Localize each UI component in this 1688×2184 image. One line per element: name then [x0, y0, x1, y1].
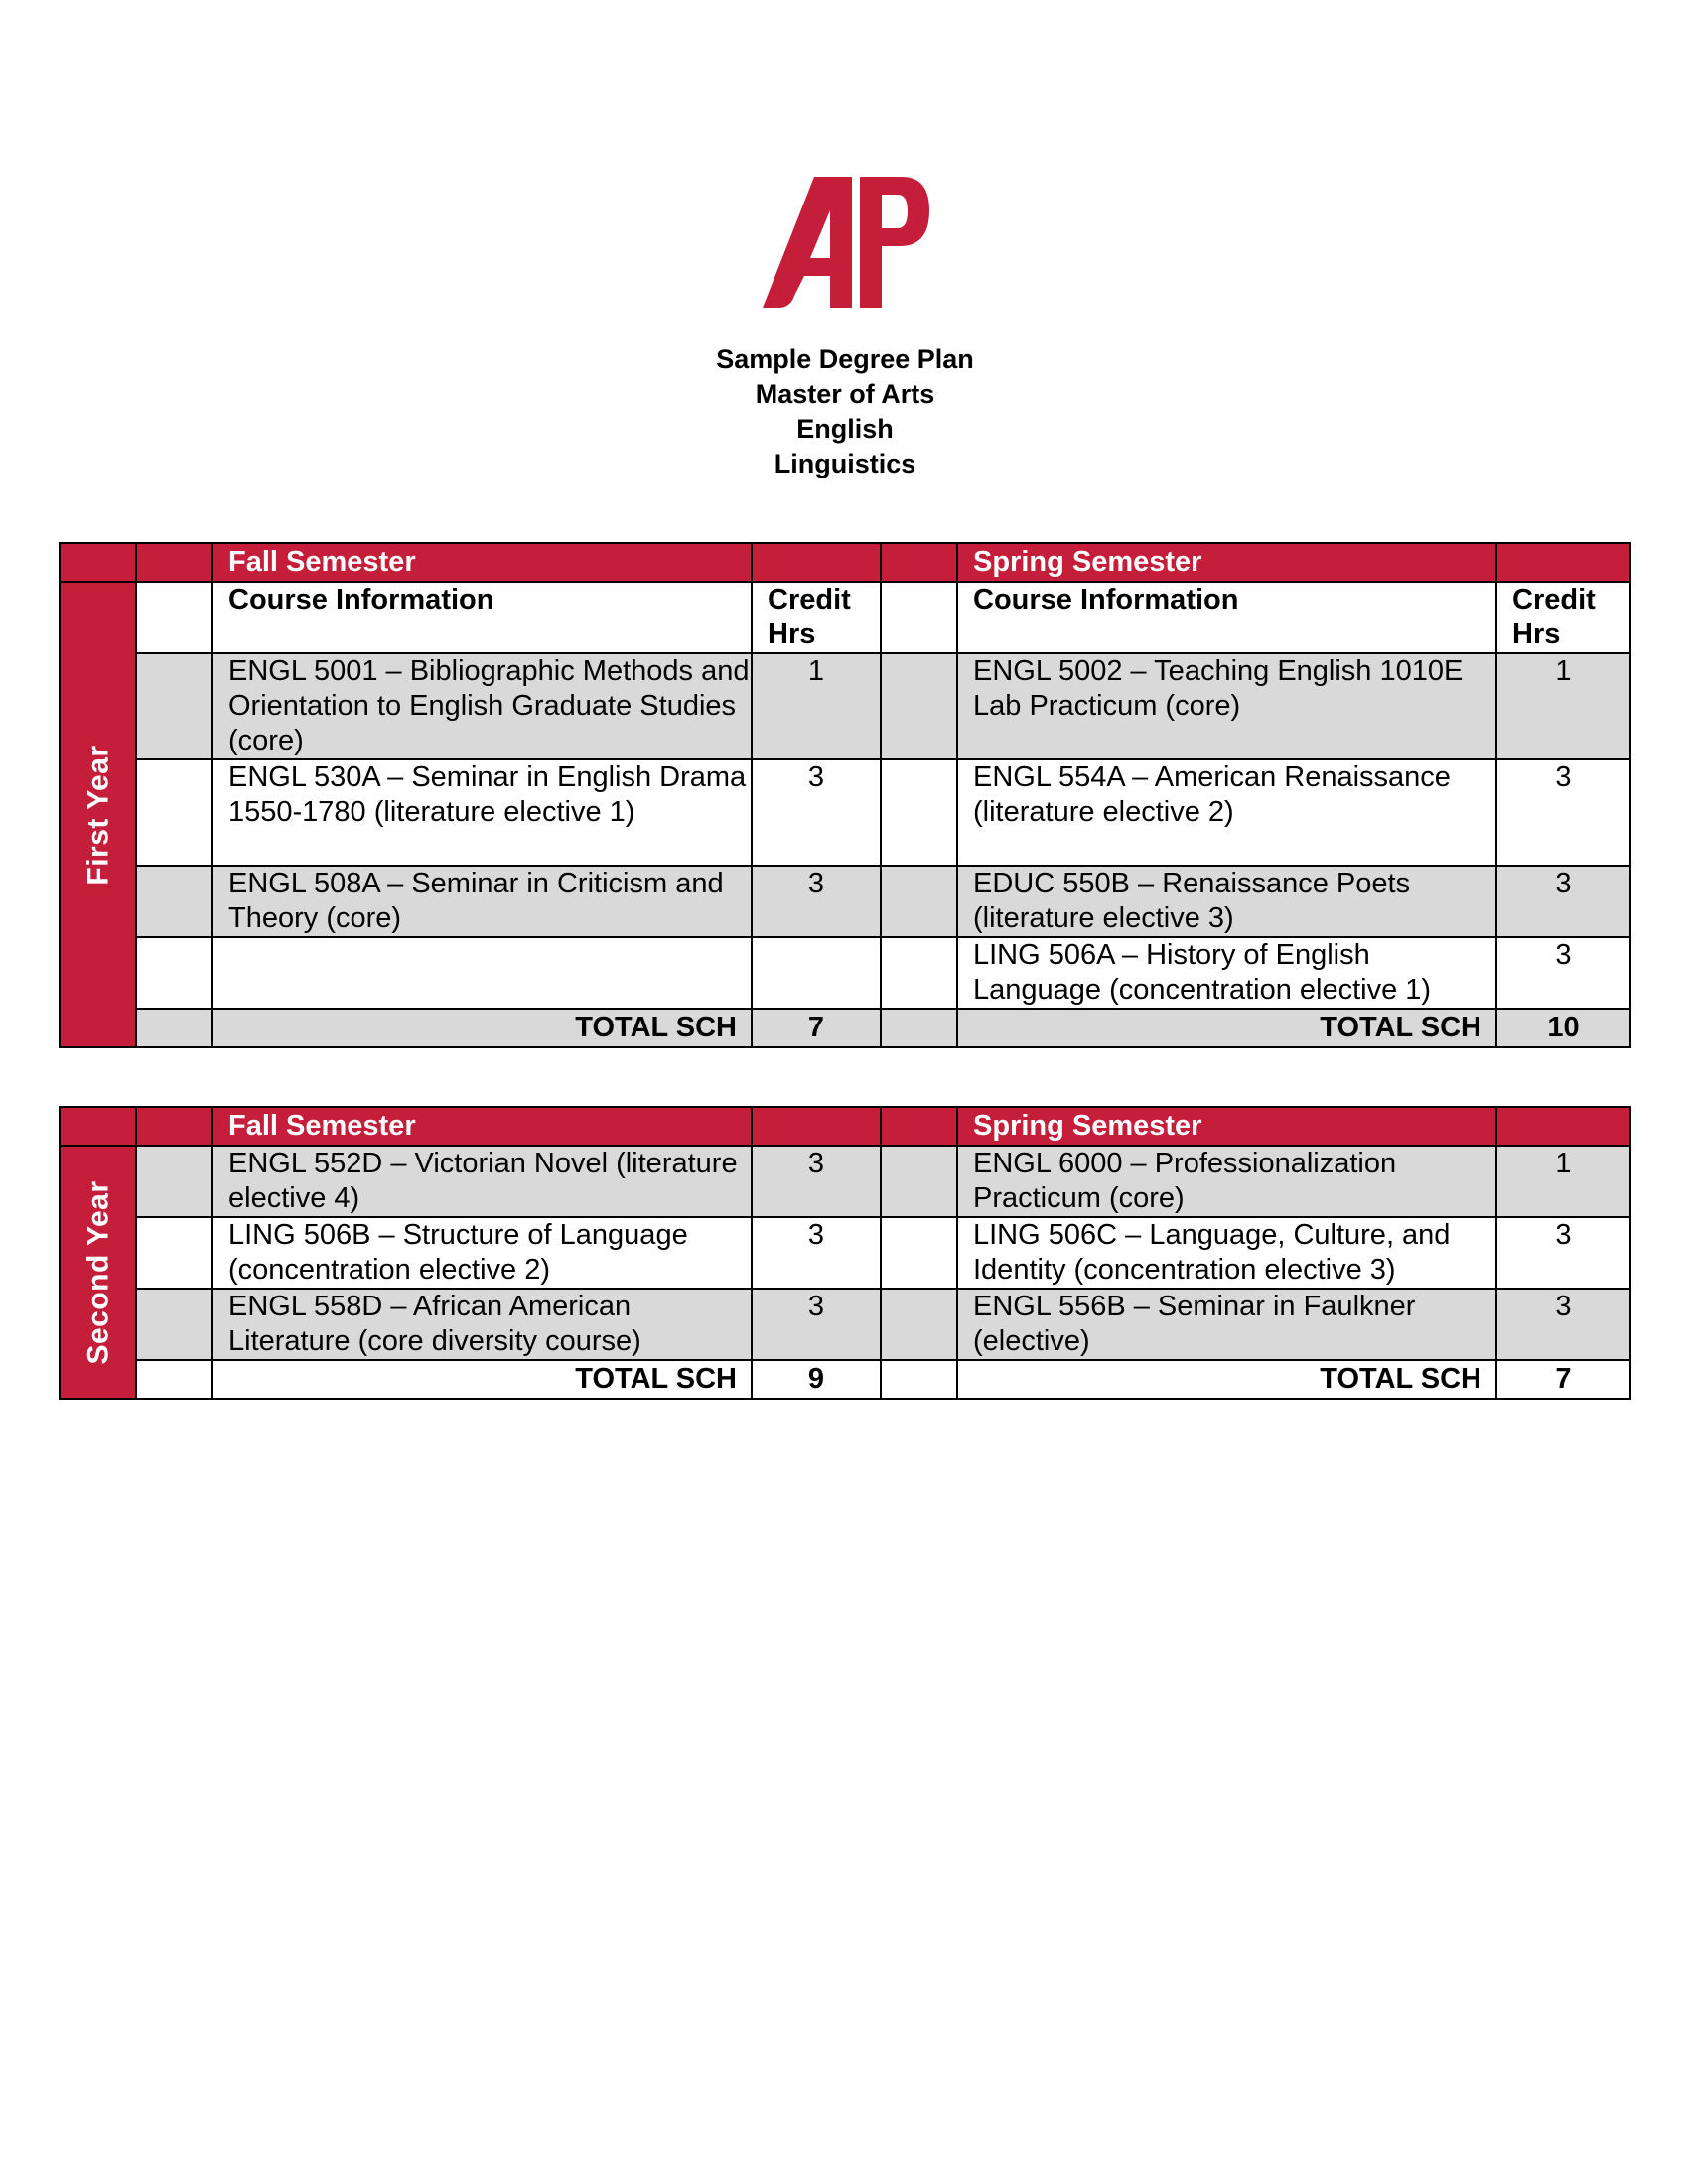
- spring-course: ENGL 556B – Seminar in Faulkner (elective): [957, 1289, 1496, 1360]
- total-row: [60, 1360, 1630, 1399]
- header-blank: [881, 1107, 957, 1146]
- year-label-cell: [60, 582, 136, 1047]
- fall-credit: 3: [752, 1217, 881, 1289]
- spring-course: LING 506C – Language, Culture, and Identity (concentration elective 3): [957, 1217, 1496, 1289]
- blank-cell: [136, 1217, 212, 1289]
- header-blank: [1496, 1107, 1630, 1146]
- fall-credit: 3: [752, 759, 881, 866]
- table-row: [60, 759, 1630, 866]
- fall-course: [212, 937, 752, 1009]
- blank-cell: [881, 582, 957, 653]
- header-blank: [136, 543, 212, 582]
- column-header-row: [60, 582, 1630, 653]
- fall-credit: 1: [752, 653, 881, 759]
- blank-cell: [881, 937, 957, 1009]
- table-row: [60, 1289, 1630, 1360]
- blank-cell: [136, 866, 212, 937]
- spring-credit: 3: [1496, 759, 1630, 866]
- spring-total-value: 10: [1496, 1009, 1630, 1047]
- spring-credit: 3: [1496, 1289, 1630, 1360]
- spring-semester-header: Spring Semester: [957, 543, 1496, 582]
- blank-cell: [136, 1360, 212, 1399]
- second-year-table: [59, 1106, 1631, 1400]
- blank-cell: [881, 866, 957, 937]
- fall-course: ENGL 508A – Seminar in Criticism and Theory (core): [212, 866, 752, 937]
- blank-cell: [136, 1009, 212, 1047]
- blank-cell: [136, 1289, 212, 1360]
- blank-cell: [881, 1360, 957, 1399]
- spring-credit: 3: [1496, 937, 1630, 1009]
- fall-semester-header: Fall Semester: [212, 1107, 752, 1146]
- fall-course: ENGL 5001 – Bibliographic Methods and Orientation to English Graduate Studies (core): [212, 653, 752, 759]
- year-label: Second Year: [81, 1179, 114, 1365]
- table-row: [60, 653, 1630, 759]
- fall-semester-header: Fall Semester: [212, 543, 752, 582]
- header-blank: [60, 543, 136, 582]
- header-blank: [60, 1107, 136, 1146]
- header-blank: [881, 543, 957, 582]
- heading-title: Sample Degree Plan: [716, 344, 974, 374]
- heading-concentration: Linguistics: [774, 449, 916, 478]
- fall-course: ENGL 552D – Victorian Novel (literature elective 4): [212, 1146, 752, 1217]
- blank-cell: [881, 1009, 957, 1047]
- spring-course: ENGL 6000 – Professionalization Practicum (core): [957, 1146, 1496, 1217]
- spring-course: ENGL 554A – American Renaissance (literature elective 2): [957, 759, 1496, 866]
- blank-cell: [136, 1146, 212, 1217]
- document-heading: [0, 342, 1688, 481]
- fall-total-value: 7: [752, 1009, 881, 1047]
- fall-total-value: 9: [752, 1360, 881, 1399]
- spring-total-label: TOTAL SCH: [957, 1360, 1496, 1399]
- spring-course: ENGL 5002 – Teaching English 1010E Lab Practicum (core): [957, 653, 1496, 759]
- fall-credit: 3: [752, 1289, 881, 1360]
- total-row: [60, 1009, 1630, 1047]
- spring-credit-column-header: Credit Hrs: [1496, 582, 1630, 653]
- second-year-header-row: [60, 1107, 1630, 1146]
- spring-semester-header: Spring Semester: [957, 1107, 1496, 1146]
- fall-total-label: TOTAL SCH: [212, 1360, 752, 1399]
- blank-cell: [881, 1146, 957, 1217]
- year-label-cell: [60, 1146, 136, 1399]
- header-blank: [752, 1107, 881, 1146]
- fall-total-label: TOTAL SCH: [212, 1009, 752, 1047]
- spring-course-column-header: Course Information: [957, 582, 1496, 653]
- blank-cell: [881, 1217, 957, 1289]
- first-year-header-row: [60, 543, 1630, 582]
- table-row: [60, 937, 1630, 1009]
- spring-total-label: TOTAL SCH: [957, 1009, 1496, 1047]
- spring-credit: 1: [1496, 1146, 1630, 1217]
- university-logo: [753, 149, 937, 334]
- fall-course: ENGL 558D – African American Literature (core diversity course): [212, 1289, 752, 1360]
- spring-credit: 3: [1496, 866, 1630, 937]
- fall-credit: 3: [752, 1146, 881, 1217]
- fall-credit: [752, 937, 881, 1009]
- spring-credit: 1: [1496, 653, 1630, 759]
- blank-cell: [136, 937, 212, 1009]
- fall-course: LING 506B – Structure of Language (concentration elective 2): [212, 1217, 752, 1289]
- blank-cell: [136, 759, 212, 866]
- blank-cell: [136, 582, 212, 653]
- blank-cell: [881, 759, 957, 866]
- spring-course: EDUC 550B – Renaissance Poets (literature elective 3): [957, 866, 1496, 937]
- table-row: [60, 866, 1630, 937]
- fall-course: ENGL 530A – Seminar in English Drama 1550-1780 (literature elective 1): [212, 759, 752, 866]
- fall-credit: 3: [752, 866, 881, 937]
- blank-cell: [881, 653, 957, 759]
- spring-total-value: 7: [1496, 1360, 1630, 1399]
- year-label: First Year: [81, 744, 114, 886]
- blank-cell: [881, 1289, 957, 1360]
- heading-degree: Master of Arts: [755, 379, 935, 409]
- blank-cell: [136, 653, 212, 759]
- fall-course-column-header: Course Information: [212, 582, 752, 653]
- logo-letter-a: [763, 177, 852, 308]
- spring-course: LING 506A – History of English Language (concentration elective 1): [957, 937, 1496, 1009]
- spring-credit: 3: [1496, 1217, 1630, 1289]
- fall-credit-column-header: Credit Hrs: [752, 582, 881, 653]
- table-row: [60, 1217, 1630, 1289]
- table-row: [60, 1146, 1630, 1217]
- first-year-table: [59, 542, 1631, 1048]
- logo-letter-p: [860, 177, 929, 308]
- heading-program: English: [796, 414, 894, 444]
- header-blank: [752, 543, 881, 582]
- header-blank: [136, 1107, 212, 1146]
- header-blank: [1496, 543, 1630, 582]
